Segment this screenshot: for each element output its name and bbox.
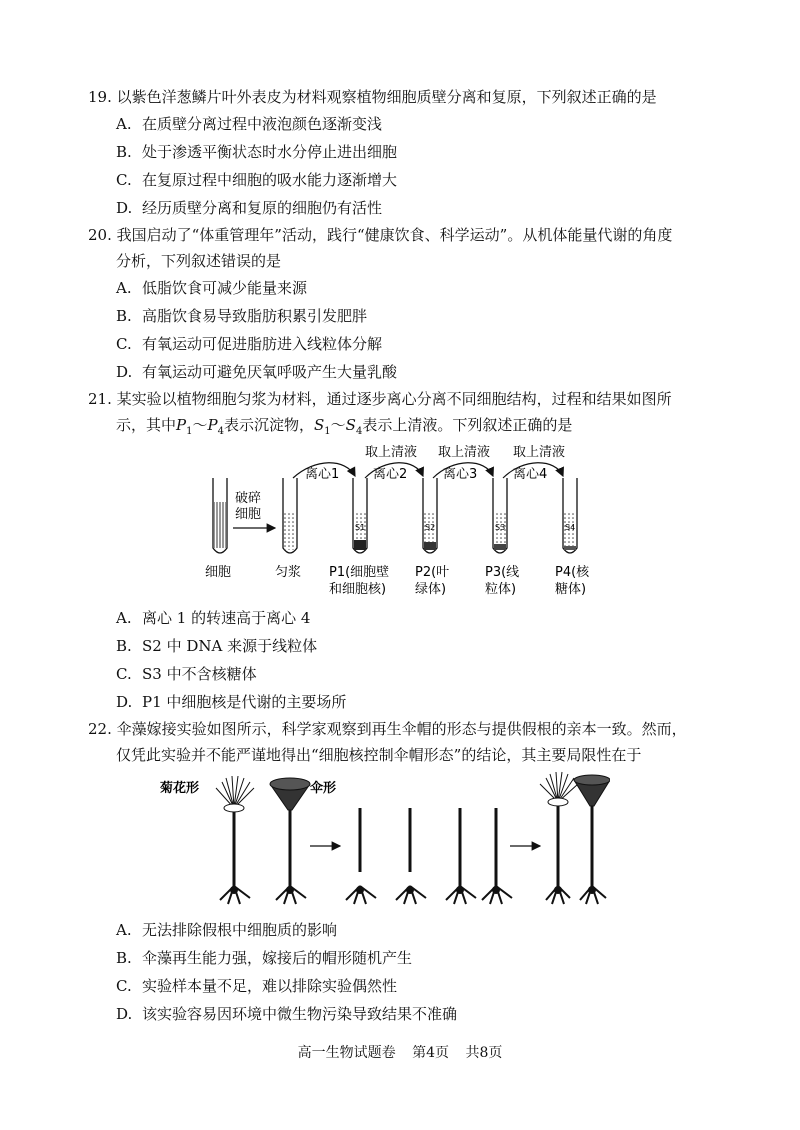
tube-label: 细胞 <box>205 565 232 580</box>
tube-label: P2(叶 <box>415 565 450 580</box>
subscript: 4 <box>355 426 363 437</box>
chrysanthemum-label: 菊花形 <box>160 781 200 796</box>
option-letter: B. <box>116 143 132 161</box>
question-text: 某实验以植物细胞匀浆为材料，通过逐步离心分离不同细胞结构，过程和结果如图所 <box>116 390 672 408</box>
option-letter: D. <box>116 363 133 381</box>
option-b[interactable] <box>88 138 728 166</box>
exam-title: 高一生物试题卷 <box>297 1045 396 1061</box>
option-c[interactable] <box>88 330 728 358</box>
chrysanthemum-cap-icon <box>216 776 254 812</box>
question-number: 19. <box>88 88 112 106</box>
option-text: S3 中不含核糖体 <box>142 665 257 683</box>
tube-label: P4(核 <box>555 565 590 580</box>
question-text-cont: 分析，下列叙述错误的是 <box>116 252 282 270</box>
option-text: 离心 1 的转速高于离心 4 <box>142 609 311 627</box>
symbol-s: S <box>313 416 325 434</box>
rhizoid-icon <box>546 886 570 904</box>
option-c[interactable] <box>88 972 728 1000</box>
option-text: 无法排除假根中细胞质的影响 <box>142 921 338 939</box>
option-text: 伞藻再生能力强，嫁接后的帽形随机产生 <box>142 949 413 967</box>
question-stem <box>88 222 728 248</box>
option-text: S2 中 DNA 来源于线粒体 <box>142 637 318 655</box>
question-stem <box>88 386 728 412</box>
tube-p2 <box>423 478 437 553</box>
question-text-cont: 仅凭此实验并不能严谨地得出“细胞核控制伞帽形态”的结论，其主要局限性在于 <box>116 746 642 764</box>
option-letter: C. <box>116 335 132 353</box>
rhizoid-icon <box>446 886 476 904</box>
supernatant-label: S3 <box>495 523 506 532</box>
option-b[interactable] <box>88 944 728 972</box>
option-text: 经历质壁分离和复原的细胞仍有活性 <box>142 199 383 217</box>
option-b[interactable] <box>88 302 728 330</box>
text-fragment: 表示上清液。下列叙述正确的是 <box>362 416 573 434</box>
option-a[interactable] <box>88 110 728 138</box>
crush-label: 细胞 <box>235 507 262 522</box>
option-d[interactable] <box>88 194 728 222</box>
question-21-options <box>88 604 728 716</box>
option-text: 低脂饮食可减少能量来源 <box>142 279 308 297</box>
take-supernatant-label: 取上清液 <box>438 445 491 460</box>
subscript: 1 <box>186 426 193 437</box>
tube-label: 绿体) <box>415 582 447 597</box>
question-22-options <box>88 916 728 1028</box>
option-b[interactable] <box>88 632 728 660</box>
option-text: 高脂饮食易导致脂肪积累引发肥胖 <box>142 307 368 325</box>
option-letter: B. <box>116 307 132 325</box>
option-a[interactable] <box>88 274 728 302</box>
supernatant-label: S2 <box>425 523 436 532</box>
question-text: 伞藻嫁接实验如图所示，科学家观察到再生伞帽的形态与提供假根的亲本一致。然而， <box>116 720 687 738</box>
option-text: 在质壁分离过程中液泡颜色逐渐变浅 <box>142 115 383 133</box>
option-letter: B. <box>116 637 132 655</box>
option-letter: C. <box>116 977 132 995</box>
page-total: 共8页 <box>465 1045 503 1061</box>
centrifuge-label: 离心2 <box>373 467 408 482</box>
text-fragment: 表示沉淀物， <box>223 416 314 434</box>
option-a[interactable] <box>88 604 728 632</box>
umbrella-cap-icon <box>270 778 310 810</box>
rhizoid-icon <box>220 886 250 904</box>
symbol-s: S <box>345 416 356 434</box>
chrysanthemum-cap-icon <box>540 772 578 806</box>
subscript: 1 <box>324 426 331 437</box>
option-text: 有氧运动可促进脂肪进入线粒体分解 <box>142 335 383 353</box>
supernatant-label: S4 <box>565 523 576 532</box>
grafting-figure <box>160 768 610 916</box>
option-text: 有氧运动可避免厌氧呼吸产生大量乳酸 <box>142 363 398 381</box>
text-fragment: 示，其中 <box>116 416 177 434</box>
option-c[interactable] <box>88 660 728 688</box>
tube-label: 粒体) <box>485 582 517 597</box>
option-text: 处于渗透平衡状态时水分停止进出细胞 <box>142 143 398 161</box>
option-letter: A. <box>116 115 132 133</box>
tube-label: P3(线 <box>485 565 520 580</box>
option-letter: A. <box>116 279 132 297</box>
symbol-p: P <box>176 416 187 434</box>
question-19 <box>88 84 728 222</box>
umbrella-cap-icon <box>574 775 610 806</box>
tube-p3 <box>493 478 507 553</box>
tilde: ～ <box>192 416 208 434</box>
tilde: ～ <box>330 416 346 434</box>
option-letter: B. <box>116 949 132 967</box>
option-d[interactable] <box>88 1000 728 1028</box>
tube-label: 和细胞核) <box>329 582 387 597</box>
centrifuge-label: 离心4 <box>513 467 548 482</box>
option-letter: C. <box>116 665 132 683</box>
question-22 <box>88 716 728 768</box>
option-d[interactable] <box>88 688 728 716</box>
supernatant-label: S1 <box>355 523 366 532</box>
option-text: P1 中细胞核是代谢的主要场所 <box>142 693 347 711</box>
option-letter: D. <box>116 693 133 711</box>
take-supernatant-label: 取上清液 <box>365 445 418 460</box>
tube-label: 匀浆 <box>275 565 302 580</box>
tube-homogenate <box>283 478 297 553</box>
option-letter: D. <box>116 1005 133 1023</box>
question-number: 20. <box>88 226 112 244</box>
centrifuge-label: 离心1 <box>305 467 340 482</box>
question-stem <box>88 84 728 110</box>
option-d[interactable] <box>88 358 728 386</box>
subscript: 4 <box>217 426 224 437</box>
centrifuge-figure <box>195 440 605 600</box>
tube-label: 糖体) <box>555 582 587 597</box>
symbol-p: P <box>207 416 218 434</box>
option-letter: A. <box>116 921 132 939</box>
centrifuge-label: 离心3 <box>443 467 478 482</box>
option-letter: C. <box>116 171 132 189</box>
option-text: 在复原过程中细胞的吸水能力逐渐增大 <box>142 171 398 189</box>
rhizoid-icon <box>276 886 306 904</box>
question-number: 21. <box>88 390 112 408</box>
question-20 <box>88 222 728 386</box>
option-a[interactable] <box>88 916 728 944</box>
page-footer <box>0 1042 800 1062</box>
rhizoid-icon <box>396 886 426 904</box>
page-number: 第4页 <box>412 1045 449 1061</box>
question-21 <box>88 386 728 445</box>
option-c[interactable] <box>88 166 728 194</box>
tube-p4 <box>563 478 577 553</box>
rhizoid-icon <box>482 886 512 904</box>
option-letter: D. <box>116 199 133 217</box>
take-supernatant-label: 取上清液 <box>513 445 566 460</box>
crush-label: 破碎 <box>235 491 262 506</box>
rhizoid-icon <box>580 886 606 904</box>
question-text: 以紫色洋葱鳞片叶外表皮为材料观察植物细胞质壁分离和复原，下列叙述正确的是 <box>116 88 657 106</box>
question-number: 22. <box>88 720 112 738</box>
tube-label: P1(细胞壁 <box>329 565 390 580</box>
question-stem <box>88 716 728 742</box>
question-text: 我国启动了“体重管理年”活动，践行“健康饮食、科学运动”。从机体能量代谢的角度 <box>116 226 673 244</box>
tube-p1 <box>353 478 367 553</box>
option-letter: A. <box>116 609 132 627</box>
rhizoid-icon <box>346 886 376 904</box>
option-text: 实验样本量不足，难以排除实验偶然性 <box>142 977 398 995</box>
option-text: 该实验容易因环境中微生物污染导致结果不准确 <box>142 1005 458 1023</box>
tube-cells <box>213 478 227 553</box>
umbrella-label: 伞形 <box>310 781 337 796</box>
